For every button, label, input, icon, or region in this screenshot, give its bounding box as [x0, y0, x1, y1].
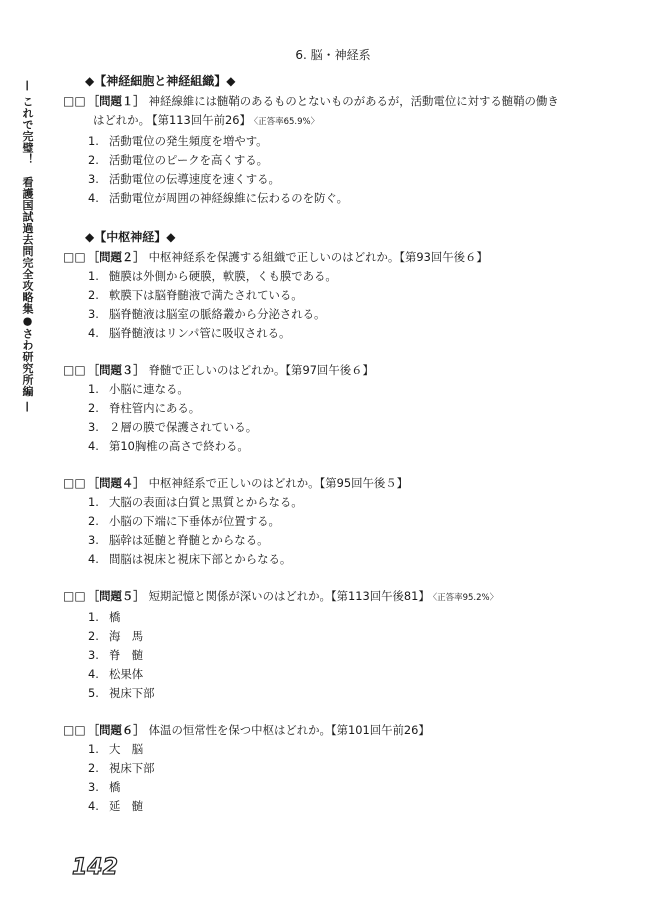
answer-option: [63, 267, 603, 286]
question: [63, 474, 603, 569]
answer-option: [63, 531, 603, 550]
option-number: 4.: [88, 552, 99, 566]
question: [63, 92, 603, 208]
question-number: ［問題５］: [87, 589, 145, 603]
answer-option: [63, 797, 603, 816]
answer-option: [63, 778, 603, 797]
answer-option: [63, 493, 603, 512]
section-heading: ◆【神経細胞と神経組織】◆: [85, 74, 236, 88]
question-text-cont: はどれか。: [93, 113, 150, 127]
option-text: 橋: [109, 780, 121, 794]
question-text: 中枢神経系で正しいのはどれか。: [148, 476, 320, 490]
answer-option: [63, 437, 603, 456]
option-number: 3.: [88, 780, 99, 794]
question-number: ［問題３］: [87, 363, 145, 377]
answer-option: [63, 132, 603, 151]
answer-option: [63, 608, 603, 627]
option-text: 橋: [109, 610, 121, 624]
question-number: ［問題１］: [87, 94, 145, 108]
checkbox-icons[interactable]: □□: [63, 94, 86, 108]
question-number: ［問題２］: [87, 250, 145, 264]
option-text: 松果体: [109, 667, 144, 681]
option-number: 3.: [88, 172, 99, 186]
option-text: 脳脊髄液はリンパ管に吸収される。: [109, 326, 291, 340]
question-source: 【第101回午前26】: [330, 723, 430, 737]
checkbox-icons[interactable]: □□: [63, 589, 86, 603]
option-text: ２層の膜で保護されている。: [109, 420, 258, 434]
checkbox-icons[interactable]: □□: [63, 723, 86, 737]
option-text: 小脳に連なる。: [109, 382, 189, 396]
answer-option: [63, 399, 603, 418]
option-text: 活動電位が周囲の神経線維に伝わるのを防ぐ。: [109, 191, 348, 205]
question-text: 神経線維には髄鞘のあるものとないものがあるが，活動電位に対する髄鞘の働き: [148, 94, 559, 108]
page-content: [63, 70, 603, 834]
option-text: 小脳の下端に下垂体が位置する。: [109, 514, 280, 528]
question-number: ［問題４］: [87, 476, 145, 490]
answer-option: [63, 151, 603, 170]
option-number: 1.: [88, 269, 99, 283]
option-number: 3.: [88, 648, 99, 662]
checkbox-icons[interactable]: □□: [63, 363, 86, 377]
answer-option: [63, 512, 603, 531]
option-number: 4.: [88, 667, 99, 681]
option-text: 第10胸椎の高さで終わる。: [109, 439, 249, 453]
question: [63, 587, 603, 703]
option-text: 延 髄: [109, 799, 144, 813]
answer-option: [63, 305, 603, 324]
option-number: 2.: [88, 288, 99, 302]
question-source: 【第93回午後６】: [399, 250, 488, 264]
answer-option: [63, 324, 603, 343]
question: [63, 361, 603, 456]
answer-option: [63, 684, 603, 703]
question: [63, 248, 603, 343]
question-text: 体温の恒常性を保つ中枢はどれか。: [148, 723, 331, 737]
question-source: 【第95回午後５】: [319, 476, 409, 490]
option-number: 3.: [88, 420, 99, 434]
correct-rate: 〈正答率65.9%〉: [253, 117, 320, 127]
correct-rate: 〈正答率95.2%〉: [432, 593, 499, 603]
page-number: 142: [72, 855, 118, 880]
option-number: 5.: [88, 686, 99, 700]
option-number: 4.: [88, 439, 99, 453]
answer-option: [63, 550, 603, 569]
option-text: 活動電位のピークを高くする。: [109, 153, 269, 167]
option-number: 1.: [88, 134, 99, 148]
question-source: 【第113回午前26】: [151, 113, 251, 127]
answer-option: [63, 759, 603, 778]
option-text: 視床下部: [109, 761, 155, 775]
question-source: 【第97回午後６】: [285, 363, 374, 377]
option-text: 脳幹は延髄と脊髄とからなる。: [109, 533, 269, 547]
question-text: 中枢神経系を保護する組織で正しいのはどれか。: [148, 250, 400, 264]
section-heading: ◆【中枢神経】◆: [85, 230, 176, 244]
checkbox-icons[interactable]: □□: [63, 250, 86, 264]
option-number: 2.: [88, 401, 99, 415]
answer-option: [63, 740, 603, 759]
option-text: 間脳は視床と視床下部とからなる。: [109, 552, 292, 566]
option-number: 1.: [88, 610, 99, 624]
option-number: 3.: [88, 533, 99, 547]
option-text: 活動電位の伝導速度を速くする。: [109, 172, 280, 186]
answer-option: [63, 380, 603, 399]
option-number: 4.: [88, 326, 99, 340]
option-number: 3.: [88, 307, 99, 321]
option-text: 脳脊髄液は脳室の脈絡叢から分泌される。: [109, 307, 326, 321]
option-text: 視床下部: [109, 686, 155, 700]
answer-option: [63, 170, 603, 189]
answer-option: [63, 627, 603, 646]
answer-option: [63, 665, 603, 684]
option-text: 軟膜下は脳脊髄液で満たされている。: [109, 288, 303, 302]
question-number: ［問題６］: [87, 723, 145, 737]
option-text: 大脳の表面は白質と黒質とからなる。: [109, 495, 303, 509]
chapter-title: 6. 脳・神経系: [295, 48, 371, 62]
option-text: 脊柱管内にある。: [109, 401, 201, 415]
option-text: 髄膜は外側から硬膜，軟膜，くも膜である。: [109, 269, 337, 283]
answer-option: [63, 189, 603, 208]
answer-option: [63, 286, 603, 305]
option-number: 4.: [88, 799, 99, 813]
answer-option: [63, 646, 603, 665]
side-book-title: — これで完璧！ 看護国試過去問完全攻略集●さわ研究所編 —: [21, 80, 34, 413]
option-number: 2.: [88, 761, 99, 775]
option-number: 2.: [88, 514, 99, 528]
option-text: 活動電位の発生頻度を増やす。: [109, 134, 268, 148]
question-source: 【第113回午後81】: [330, 589, 430, 603]
question-text: 短期記憶と関係が深いのはどれか。: [148, 589, 331, 603]
option-text: 海 馬: [109, 629, 144, 643]
option-text: 大 脳: [109, 742, 144, 756]
option-number: 1.: [88, 382, 99, 396]
option-number: 1.: [88, 742, 99, 756]
question-text: 脊髄で正しいのはどれか。: [148, 363, 286, 377]
option-text: 脊 髄: [109, 648, 144, 662]
option-number: 4.: [88, 191, 99, 205]
option-number: 1.: [88, 495, 99, 509]
option-number: 2.: [88, 153, 99, 167]
checkbox-icons[interactable]: □□: [63, 476, 86, 490]
answer-option: [63, 418, 603, 437]
question: [63, 721, 603, 816]
option-number: 2.: [88, 629, 99, 643]
